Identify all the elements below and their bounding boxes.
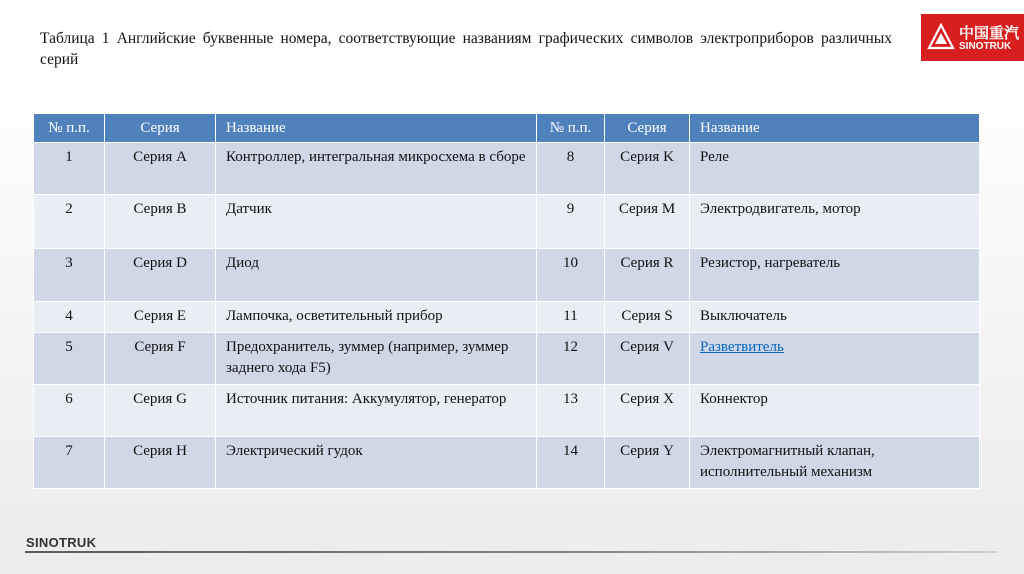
header-number-2: № п.п. bbox=[537, 114, 605, 143]
cell-number: 8 bbox=[537, 143, 605, 195]
cell-number: 10 bbox=[537, 249, 605, 302]
cell-name: Лампочка, осветительный прибор bbox=[216, 302, 537, 333]
footer-divider bbox=[25, 551, 997, 553]
cell-number: 2 bbox=[34, 195, 105, 249]
cell-number: 11 bbox=[537, 302, 605, 333]
cell-series: Серия E bbox=[105, 302, 216, 333]
cell-series: Серия X bbox=[605, 385, 690, 437]
cell-series: Серия D bbox=[105, 249, 216, 302]
cell-number: 6 bbox=[34, 385, 105, 437]
table-header-row bbox=[34, 114, 980, 143]
header-series-2: Серия bbox=[605, 114, 690, 143]
cell-series: Серия S bbox=[605, 302, 690, 333]
cell-name: Коннектор bbox=[690, 385, 980, 437]
cell-series: Серия G bbox=[105, 385, 216, 437]
cell-series: Серия R bbox=[605, 249, 690, 302]
cell-name: Датчик bbox=[216, 195, 537, 249]
logo-english-text: SINOTRUK bbox=[959, 41, 1012, 52]
header-series-1: Серия bbox=[105, 114, 216, 143]
cell-number: 14 bbox=[537, 437, 605, 489]
slide-title: Таблица 1 Английские буквенные номера, соответствующие названиям графических символов электроприборов различных серий bbox=[40, 30, 892, 68]
header-number-1: № п.п. bbox=[34, 114, 105, 143]
cell-number: 3 bbox=[34, 249, 105, 302]
table-row bbox=[34, 143, 980, 195]
cell-number: 9 bbox=[537, 195, 605, 249]
cell-number: 4 bbox=[34, 302, 105, 333]
cell-name: Резистор, нагреватель bbox=[690, 249, 980, 302]
cell-series: Серия V bbox=[605, 333, 690, 385]
cell-name: Реле bbox=[690, 143, 980, 195]
splitter-link[interactable]: Разветвитель bbox=[700, 339, 784, 355]
cell-name: Электродвигатель, мотор bbox=[690, 195, 980, 249]
table-row bbox=[34, 437, 980, 489]
cell-number: 7 bbox=[34, 437, 105, 489]
logo-chinese-text: 中国重汽 bbox=[959, 24, 1020, 42]
table-row bbox=[34, 385, 980, 437]
cell-number: 13 bbox=[537, 385, 605, 437]
cell-series: Серия F bbox=[105, 333, 216, 385]
cell-name bbox=[690, 333, 980, 385]
cell-name: Выключатель bbox=[690, 302, 980, 333]
cell-name: Предохранитель, зуммер (например, зуммер заднего хода F5) bbox=[216, 333, 537, 385]
cell-name: Источник питания: Аккумулятор, генератор bbox=[216, 385, 537, 437]
series-table bbox=[33, 113, 980, 489]
header-name-1: Название bbox=[216, 114, 537, 143]
table-row bbox=[34, 249, 980, 302]
header-name-2: Название bbox=[690, 114, 980, 143]
cell-series: Серия K bbox=[605, 143, 690, 195]
sinotruk-logo bbox=[921, 14, 1024, 61]
table-row bbox=[34, 333, 980, 385]
cell-name: Контроллер, интегральная микросхема в сборе bbox=[216, 143, 537, 195]
table-row bbox=[34, 302, 980, 333]
cell-number: 12 bbox=[537, 333, 605, 385]
cell-series: Серия Y bbox=[605, 437, 690, 489]
cell-name: Диод bbox=[216, 249, 537, 302]
sinotruk-emblem-icon bbox=[927, 23, 955, 51]
cell-series: Серия H bbox=[105, 437, 216, 489]
cell-series: Серия M bbox=[605, 195, 690, 249]
cell-number: 1 bbox=[34, 143, 105, 195]
cell-series: Серия A bbox=[105, 143, 216, 195]
cell-number: 5 bbox=[34, 333, 105, 385]
cell-name: Электрический гудок bbox=[216, 437, 537, 489]
footer-brand: SINOTRUK bbox=[26, 535, 97, 550]
cell-series: Серия B bbox=[105, 195, 216, 249]
table-row bbox=[34, 195, 980, 249]
cell-name: Электромагнитный клапан, исполнительный механизм bbox=[690, 437, 980, 489]
